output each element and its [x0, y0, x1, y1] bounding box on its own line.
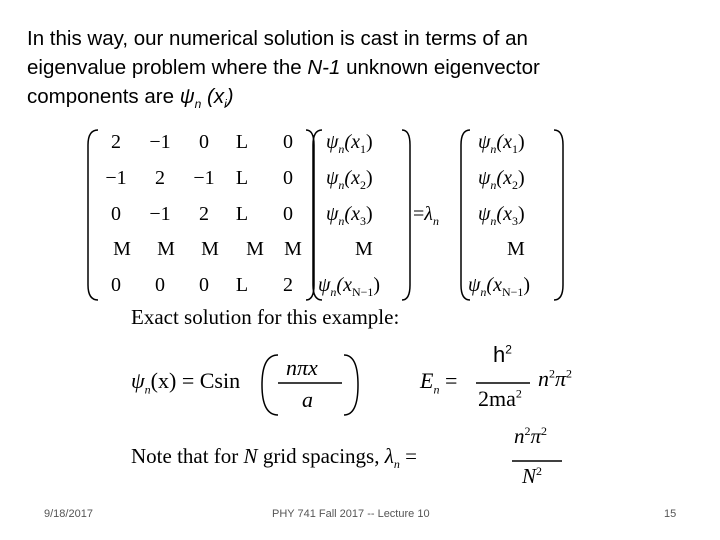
vector-right-entry: $\psi_n(x_1)$	[478, 131, 525, 156]
heading-psi-sub: n	[194, 97, 202, 112]
matrix-cell: 0	[283, 203, 293, 225]
energy-tail: $n^2\pi^2$	[538, 366, 573, 391]
matrix-cell: 0	[155, 274, 165, 296]
vector-left-entry: $\psi_n(x_{N-1})$	[318, 274, 381, 299]
paren-left	[262, 355, 278, 415]
heading-x: (x	[201, 85, 225, 108]
vector-right-entry: $\psi_n(x_{N-1})$	[468, 274, 531, 299]
matrix-cell: 0	[199, 131, 209, 153]
matrix-cell: L	[235, 274, 249, 296]
heading-line-1: In this way, our numerical solution is cast in terms of an	[27, 27, 528, 50]
heading-x-sub: i	[224, 97, 227, 112]
footer-date: 9/18/2017	[44, 508, 93, 520]
vector-left-entry: $\psi_n(x_1)$	[326, 131, 373, 156]
vector-right-entry: $\psi_n(x_3)$	[478, 203, 525, 228]
heading-psi: ψ	[179, 85, 195, 108]
vector-left-entry: M	[355, 238, 373, 260]
matrix-cell: 0	[111, 203, 121, 225]
wavefunction-lhs: $\psi_n(x) = Csin$	[131, 368, 241, 397]
matrix-cell: 0	[111, 274, 121, 296]
exact-solution-title: Exact solution for this example:	[131, 305, 400, 329]
matrix-cell: −1	[105, 167, 127, 189]
footer-page-number: 15	[664, 508, 677, 520]
heading-text: eigenvalue problem where the	[27, 56, 308, 79]
paren-right	[344, 355, 358, 415]
vector-right-entry: M	[507, 238, 525, 260]
matrix-cell: L	[235, 167, 249, 189]
vector-right-entry: $\psi_n(x_2)$	[478, 167, 525, 192]
matrix-cell: M	[284, 238, 302, 260]
matrix-cell: 0	[283, 131, 293, 153]
matrix-cell: 2	[199, 203, 209, 225]
energy-lhs: $E_n$ =	[420, 368, 458, 397]
vector-left-entry: $\psi_n(x_3)$	[326, 203, 373, 228]
matrix-cell: M	[201, 238, 219, 260]
heading-n-minus-1: N-1	[307, 56, 341, 79]
heading-text: unknown eigenvector	[340, 56, 540, 79]
grid-spacing-note: Note that for N grid spacings, $\lambda_n$ =	[131, 444, 417, 472]
footer-course: PHY 741 Fall 2017 -- Lecture 10	[272, 508, 430, 520]
heading-close: )	[226, 85, 234, 108]
matrix-cell: L	[235, 203, 249, 225]
matrix-left-bracket	[88, 130, 98, 300]
vector-left-entry: $\psi_n(x_2)$	[326, 167, 373, 192]
energy-numerator: $h^2$	[493, 342, 512, 367]
matrix-cell: 2	[155, 167, 165, 189]
matrix-cell: L	[235, 131, 249, 153]
matrix-cell: 0	[199, 274, 209, 296]
lambda-numerator: $n^2\pi^2$	[514, 424, 548, 448]
matrix-cell: −1	[149, 203, 171, 225]
matrix-cell: 2	[283, 274, 293, 296]
sin-fraction-numerator: nπx	[286, 355, 318, 380]
matrix-cell: 2	[111, 131, 121, 153]
matrix-cell: M	[113, 238, 131, 260]
matrix-cell: M	[246, 238, 264, 260]
matrix-cell: M	[157, 238, 175, 260]
energy-denominator: $2ma^2$	[478, 386, 522, 411]
lambda-denominator: $N^2$	[522, 464, 543, 488]
matrix-cell: −1	[149, 131, 171, 153]
sin-fraction-denominator: a	[302, 387, 313, 412]
matrix-cell: −1	[193, 167, 215, 189]
vector-left-close-bracket	[402, 130, 410, 300]
matrix-cell: 0	[283, 167, 293, 189]
vector-right-close-bracket	[554, 130, 563, 300]
heading-text: components are	[27, 85, 180, 108]
equals-lambda: $=\lambda_n$	[413, 203, 439, 228]
